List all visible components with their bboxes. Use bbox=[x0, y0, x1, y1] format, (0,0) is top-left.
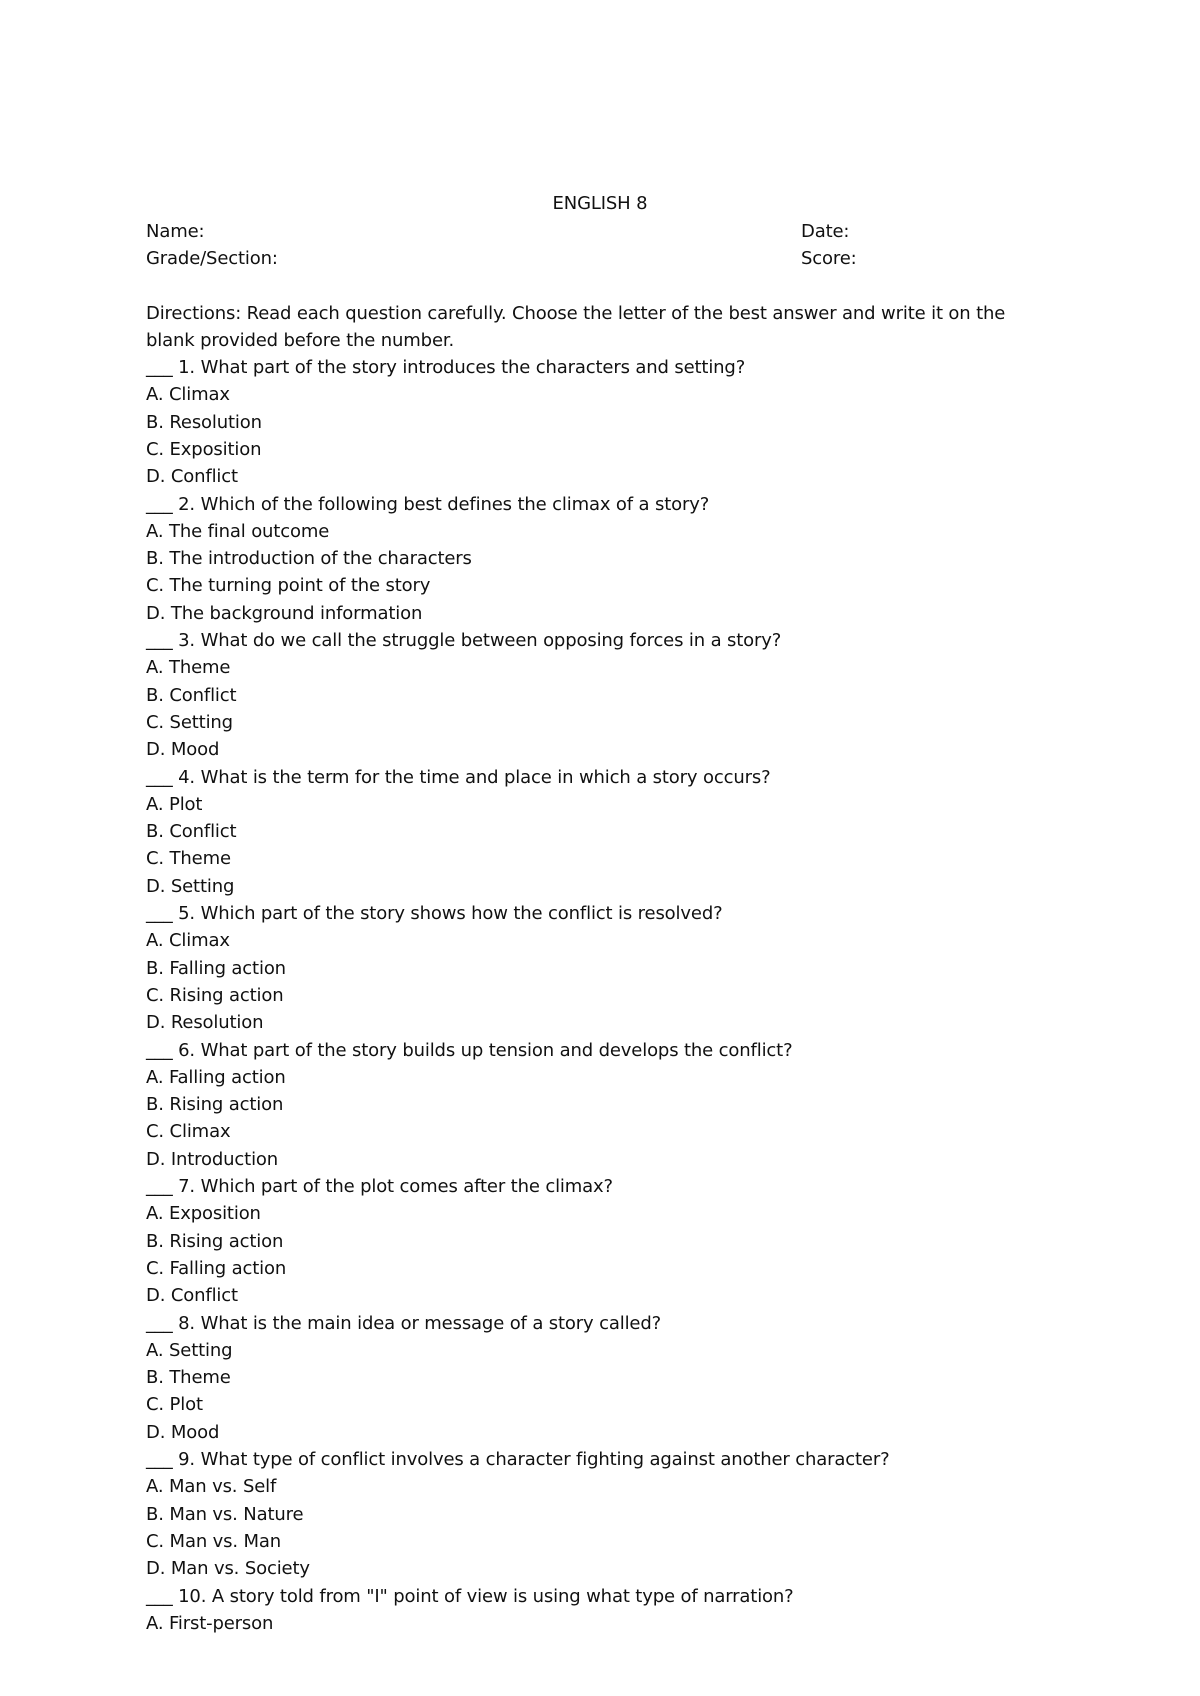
answer-choice: C. Plot bbox=[146, 1394, 203, 1415]
answer-choice: A. Falling action bbox=[146, 1067, 286, 1088]
question-prompt: ___ 2. Which of the following best defines the climax of a story? bbox=[146, 494, 710, 515]
answer-choice: D. Mood bbox=[146, 1422, 220, 1443]
answer-choice: A. Climax bbox=[146, 384, 230, 405]
answer-choice: C. Exposition bbox=[146, 439, 262, 460]
date-label: Date: bbox=[801, 221, 850, 242]
answer-choice: C. Theme bbox=[146, 848, 231, 869]
answer-choice: A. Exposition bbox=[146, 1203, 261, 1224]
answer-choice: B. Falling action bbox=[146, 958, 286, 979]
directions-line-2: blank provided before the number. bbox=[146, 330, 455, 351]
question-prompt: ___ 9. What type of conflict involves a character fighting against another character? bbox=[146, 1449, 890, 1470]
name-label: Name: bbox=[146, 221, 205, 242]
answer-choice: B. Rising action bbox=[146, 1094, 284, 1115]
score-label: Score: bbox=[801, 248, 857, 269]
answer-choice: A. Theme bbox=[146, 657, 231, 678]
answer-choice: A. Setting bbox=[146, 1340, 233, 1361]
answer-choice: B. Rising action bbox=[146, 1231, 284, 1252]
answer-choice: C. Man vs. Man bbox=[146, 1531, 282, 1552]
answer-choice: D. Conflict bbox=[146, 1285, 238, 1306]
answer-choice: D. Conflict bbox=[146, 466, 238, 487]
question-prompt: ___ 6. What part of the story builds up tension and develops the conflict? bbox=[146, 1040, 793, 1061]
answer-choice: B. Resolution bbox=[146, 412, 262, 433]
answer-choice: C. Climax bbox=[146, 1121, 231, 1142]
answer-choice: B. Man vs. Nature bbox=[146, 1504, 304, 1525]
answer-choice: D. Man vs. Society bbox=[146, 1558, 310, 1579]
question-prompt: ___ 3. What do we call the struggle between opposing forces in a story? bbox=[146, 630, 782, 651]
answer-choice: D. Mood bbox=[146, 739, 220, 760]
answer-choice: B. Theme bbox=[146, 1367, 231, 1388]
answer-choice: D. Resolution bbox=[146, 1012, 264, 1033]
document-title: ENGLISH 8 bbox=[552, 193, 648, 214]
answer-choice: A. First-person bbox=[146, 1613, 274, 1634]
answer-choice: C. The turning point of the story bbox=[146, 575, 431, 596]
question-prompt: ___ 4. What is the term for the time and place in which a story occurs? bbox=[146, 767, 771, 788]
question-prompt: ___ 8. What is the main idea or message of a story called? bbox=[146, 1313, 662, 1334]
question-prompt: ___ 7. Which part of the plot comes after the climax? bbox=[146, 1176, 613, 1197]
grade-section-label: Grade/Section: bbox=[146, 248, 278, 269]
answer-choice: C. Falling action bbox=[146, 1258, 287, 1279]
answer-choice: D. The background information bbox=[146, 603, 423, 624]
answer-choice: A. Climax bbox=[146, 930, 230, 951]
answer-choice: A. Plot bbox=[146, 794, 203, 815]
answer-choice: C. Setting bbox=[146, 712, 233, 733]
question-prompt: ___ 5. Which part of the story shows how the conflict is resolved? bbox=[146, 903, 723, 924]
answer-choice: C. Rising action bbox=[146, 985, 284, 1006]
answer-choice: A. Man vs. Self bbox=[146, 1476, 277, 1497]
question-prompt: ___ 10. A story told from "I" point of view is using what type of narration? bbox=[146, 1586, 794, 1607]
question-prompt: ___ 1. What part of the story introduces the characters and setting? bbox=[146, 357, 746, 378]
answer-choice: B. Conflict bbox=[146, 821, 237, 842]
answer-choice: A. The final outcome bbox=[146, 521, 330, 542]
directions-line-1: Directions: Read each question carefully. Choose the letter of the best answer and write it on the bbox=[146, 303, 1006, 324]
answer-choice: B. Conflict bbox=[146, 685, 237, 706]
answer-choice: B. The introduction of the characters bbox=[146, 548, 472, 569]
answer-choice: D. Setting bbox=[146, 876, 235, 897]
answer-choice: D. Introduction bbox=[146, 1149, 279, 1170]
